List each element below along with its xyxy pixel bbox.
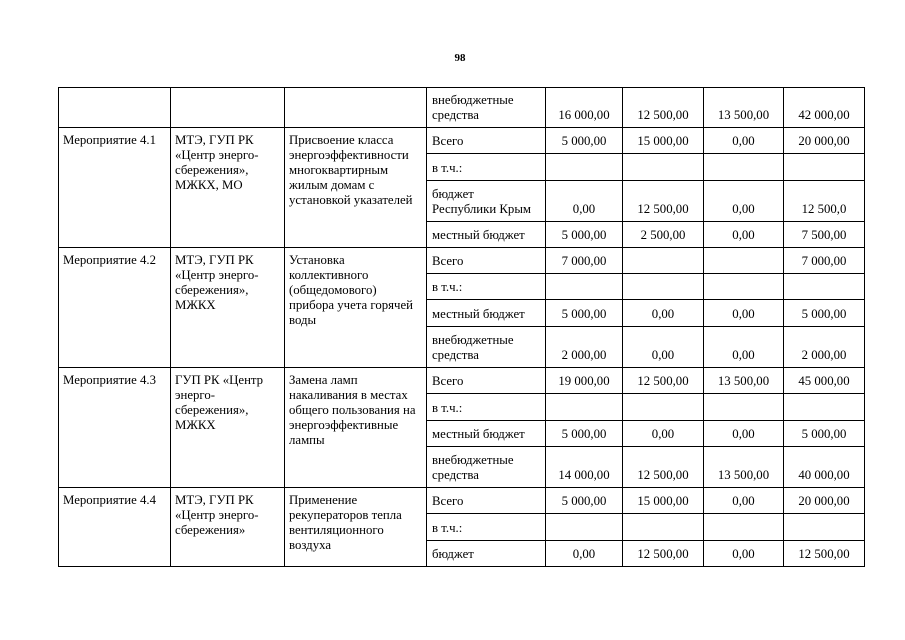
amount-cell: 15 000,00 <box>623 128 704 154</box>
description-cell <box>285 88 427 128</box>
funding-source-cell: Всего <box>427 248 546 274</box>
amount-cell: 0,00 <box>704 222 784 248</box>
amount-cell: 42 000,00 <box>784 88 865 128</box>
funding-source-cell: Всего <box>427 488 546 514</box>
amount-cell: 5 000,00 <box>784 300 865 327</box>
amount-cell <box>546 514 623 541</box>
executor-cell <box>171 88 285 128</box>
table-row <box>59 128 865 154</box>
measure-cell: Мероприятие 4.3 <box>59 368 171 488</box>
amount-cell: 12 500,00 <box>623 368 704 394</box>
budget-table <box>58 87 865 567</box>
funding-source-cell: местный бюджет <box>427 300 546 327</box>
amount-cell: 0,00 <box>546 181 623 222</box>
amount-cell: 14 000,00 <box>546 447 623 488</box>
funding-source-cell: внебюджетные средства <box>427 88 546 128</box>
amount-cell: 12 500,00 <box>784 541 865 567</box>
amount-cell: 7 500,00 <box>784 222 865 248</box>
amount-cell: 5 000,00 <box>546 128 623 154</box>
amount-cell: 12 500,00 <box>623 447 704 488</box>
amount-cell: 0,00 <box>623 421 704 447</box>
amount-cell: 2 000,00 <box>546 327 623 368</box>
amount-cell: 5 000,00 <box>784 421 865 447</box>
amount-cell <box>784 394 865 421</box>
description-cell: Замена ламп накаливания в местах общего пользования на энергоэффективные лампы <box>285 368 427 488</box>
funding-source-cell: в т.ч.: <box>427 394 546 421</box>
amount-cell <box>546 274 623 300</box>
amount-cell: 0,00 <box>704 300 784 327</box>
funding-source-cell: Всего <box>427 368 546 394</box>
funding-source-cell: бюджет <box>427 541 546 567</box>
amount-cell <box>704 274 784 300</box>
executor-cell: МТЭ, ГУП РК «Центр энерго- сбережения» <box>171 488 285 567</box>
amount-cell: 5 000,00 <box>546 421 623 447</box>
amount-cell: 40 000,00 <box>784 447 865 488</box>
funding-source-cell: в т.ч.: <box>427 274 546 300</box>
amount-cell: 45 000,00 <box>784 368 865 394</box>
amount-cell: 0,00 <box>704 541 784 567</box>
amount-cell: 0,00 <box>546 541 623 567</box>
amount-cell <box>704 514 784 541</box>
executor-cell: МТЭ, ГУП РК «Центр энерго- сбережения», МЖКХ <box>171 248 285 368</box>
amount-cell: 7 000,00 <box>546 248 623 274</box>
amount-cell: 0,00 <box>704 327 784 368</box>
amount-cell: 12 500,00 <box>623 88 704 128</box>
table-row <box>59 248 865 274</box>
amount-cell: 0,00 <box>704 488 784 514</box>
amount-cell: 5 000,00 <box>546 488 623 514</box>
amount-cell <box>704 394 784 421</box>
amount-cell: 0,00 <box>704 421 784 447</box>
funding-source-cell: внебюджетные средства <box>427 327 546 368</box>
amount-cell <box>623 154 704 181</box>
amount-cell: 2 000,00 <box>784 327 865 368</box>
amount-cell: 15 000,00 <box>623 488 704 514</box>
measure-cell: Мероприятие 4.4 <box>59 488 171 567</box>
description-cell: Применение рекуператоров тепла вентиляционного воздуха <box>285 488 427 567</box>
amount-cell: 13 500,00 <box>704 447 784 488</box>
amount-cell <box>623 274 704 300</box>
amount-cell: 12 500,00 <box>623 181 704 222</box>
amount-cell: 12 500,0 <box>784 181 865 222</box>
description-cell: Присвоение класса энергоэффективности многоквартирным жилым домам с установкой указателей <box>285 128 427 248</box>
funding-source-cell: местный бюджет <box>427 421 546 447</box>
measure-cell: Мероприятие 4.1 <box>59 128 171 248</box>
amount-cell <box>623 248 704 274</box>
amount-cell <box>704 248 784 274</box>
amount-cell <box>784 274 865 300</box>
continuation-row <box>59 88 865 128</box>
amount-cell: 13 500,00 <box>704 368 784 394</box>
funding-source-cell: внебюджетные средства <box>427 447 546 488</box>
amount-cell: 0,00 <box>623 327 704 368</box>
measure-cell <box>59 88 171 128</box>
funding-source-cell: Всего <box>427 128 546 154</box>
executor-cell: ГУП РК «Центр энерго- сбережения», МЖКХ <box>171 368 285 488</box>
amount-cell: 13 500,00 <box>704 88 784 128</box>
page-number: 98 <box>454 52 466 64</box>
amount-cell: 0,00 <box>704 128 784 154</box>
amount-cell: 12 500,00 <box>623 541 704 567</box>
amount-cell: 0,00 <box>704 181 784 222</box>
measure-cell: Мероприятие 4.2 <box>59 248 171 368</box>
table-row <box>59 368 865 394</box>
description-cell: Установка коллективного (общедомового) прибора учета горячей воды <box>285 248 427 368</box>
amount-cell: 7 000,00 <box>784 248 865 274</box>
amount-cell: 5 000,00 <box>546 300 623 327</box>
amount-cell: 20 000,00 <box>784 128 865 154</box>
amount-cell: 2 500,00 <box>623 222 704 248</box>
table-row <box>59 488 865 514</box>
amount-cell: 0,00 <box>623 300 704 327</box>
executor-cell: МТЭ, ГУП РК «Центр энерго- сбережения», МЖКХ, МО <box>171 128 285 248</box>
amount-cell <box>623 514 704 541</box>
amount-cell: 19 000,00 <box>546 368 623 394</box>
funding-source-cell: местный бюджет <box>427 222 546 248</box>
amount-cell: 5 000,00 <box>546 222 623 248</box>
funding-source-cell: бюджет Республики Крым <box>427 181 546 222</box>
amount-cell <box>623 394 704 421</box>
amount-cell <box>784 154 865 181</box>
amount-cell <box>546 154 623 181</box>
amount-cell <box>704 154 784 181</box>
amount-cell <box>784 514 865 541</box>
amount-cell: 20 000,00 <box>784 488 865 514</box>
amount-cell <box>546 394 623 421</box>
funding-source-cell: в т.ч.: <box>427 154 546 181</box>
amount-cell: 16 000,00 <box>546 88 623 128</box>
funding-source-cell: в т.ч.: <box>427 514 546 541</box>
